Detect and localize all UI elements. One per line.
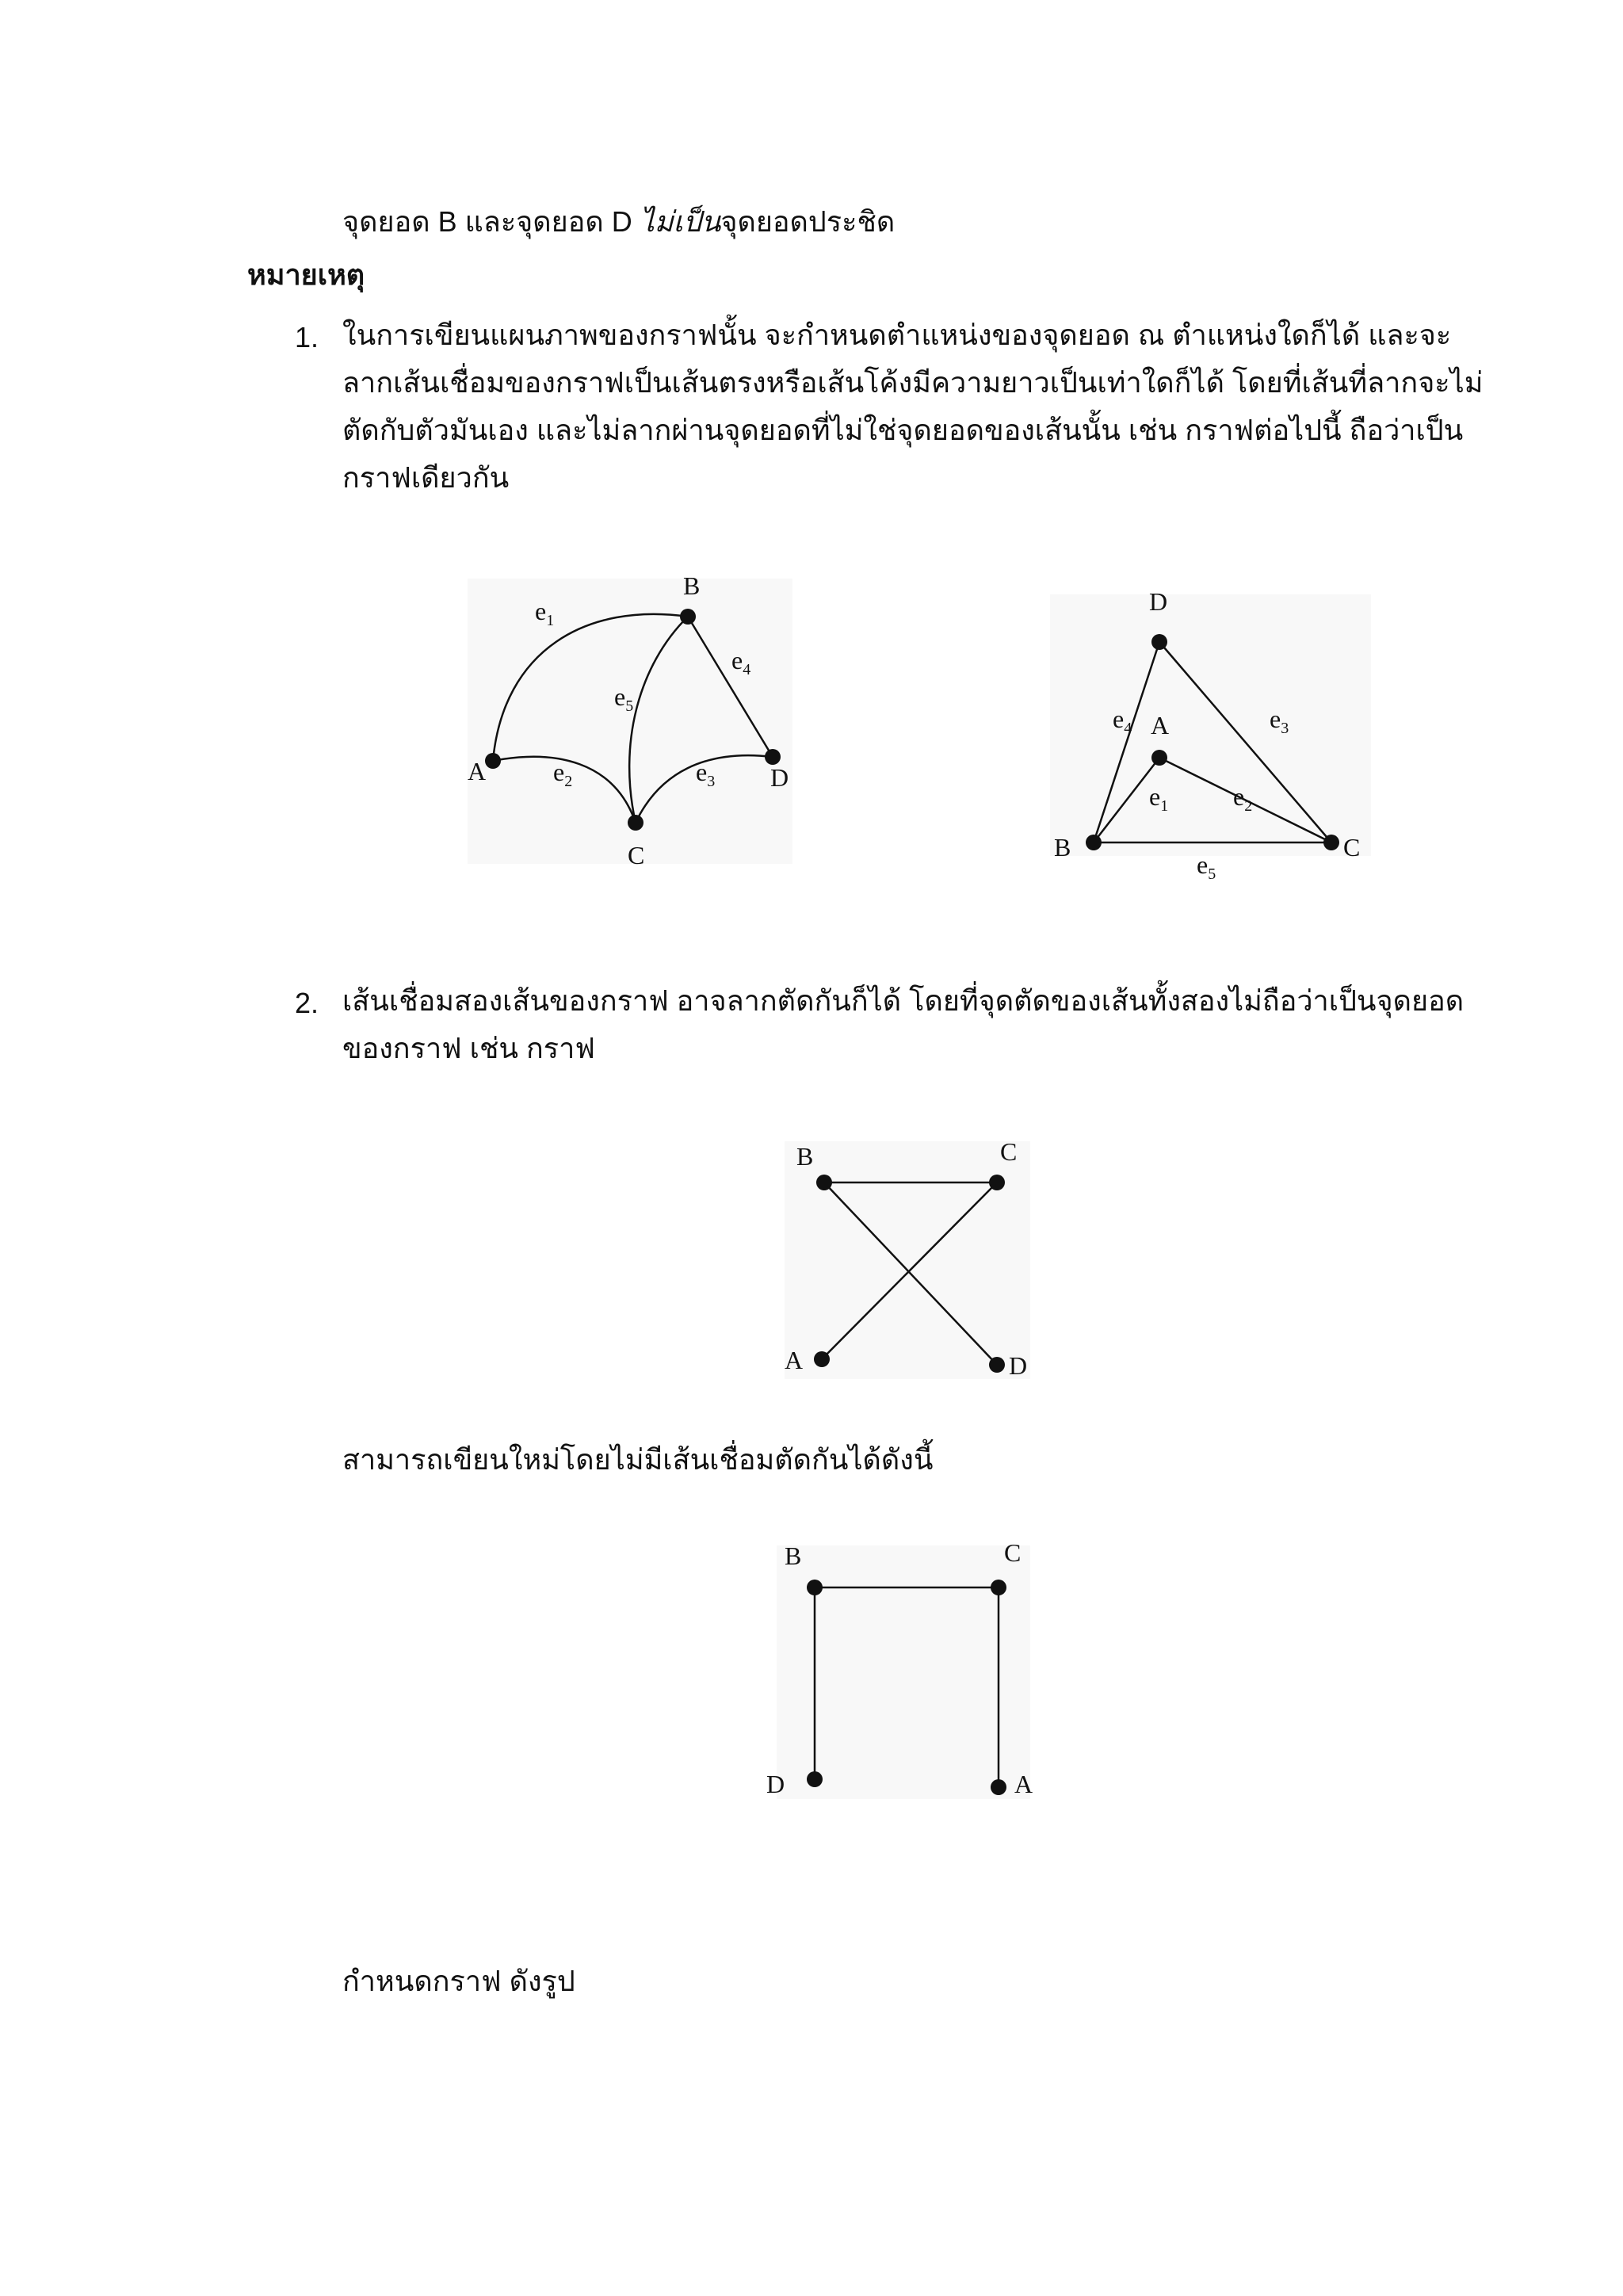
note-1-line: ในการเขียนแผนภาพของกราฟนั้น จะกำหนดตำแหน่งของจุดยอด ณ ตำแหน่งใดก็ได้ และจะ (342, 319, 1452, 351)
note-2-line: ของกราฟ เช่น กราฟ (342, 1032, 595, 1064)
note-paragraph-2 (342, 977, 1464, 1072)
note-1-line: ลากเส้นเชื่อมของกราฟเป็นเส้นตรงหรือเส้นโค้งมีความยาวเป็นเท่าใดก็ได้ โดยที่เส้นที่ลากจะไม่ (342, 366, 1484, 399)
vertex-label-c: C (1004, 1538, 1022, 1567)
intro-line (342, 204, 895, 239)
edge-label-e4: $e_4$ (1113, 705, 1132, 737)
vertex-b (680, 609, 696, 625)
intro-text: จุดยอด B และจุดยอด D (342, 205, 640, 238)
vertex-c (991, 1580, 1006, 1595)
vertex-label-a: A (1014, 1770, 1033, 1798)
vertex-label-a: A (785, 1346, 804, 1374)
vertex-a (485, 753, 501, 769)
edge-label-e2: $e_2$ (1233, 782, 1253, 815)
vertex-label-d: D (766, 1770, 785, 1798)
note-1-line: ตัดกับตัวมันเอง และไม่ลากผ่านจุดยอดที่ไม่ใช่จุดยอดของเส้นนั้น เช่น กราฟต่อไปนี้ ถือว่าเป็น (342, 414, 1464, 446)
vertex-d (807, 1771, 823, 1787)
redraw-caption: สามารถเขียนใหม่โดยไม่มีเส้นเชื่อมตัดกันได้ดังนี้ (342, 1443, 934, 1476)
vertex-d (989, 1357, 1005, 1373)
vertex-label-d: D (1009, 1351, 1028, 1380)
vertex-a (991, 1779, 1006, 1795)
vertex-c (628, 815, 643, 831)
vertex-c (1323, 835, 1339, 850)
vertex-c (989, 1175, 1005, 1190)
vertex-label-b: B (683, 571, 701, 600)
vertex-label-c: C (1343, 833, 1361, 861)
vertex-b (807, 1580, 823, 1595)
graph-figure-crossing (773, 1125, 1050, 1395)
vertex-a (814, 1351, 830, 1367)
edge-label-e1: $e_1$ (1149, 782, 1169, 815)
edge-label-e4: $e_4$ (731, 646, 751, 678)
vertex-label-a: A (1151, 711, 1170, 739)
vertex-label-c: C (628, 841, 645, 869)
vertex-label-d: D (770, 763, 789, 792)
vertex-b (816, 1175, 832, 1190)
graph-figure-curved (468, 571, 800, 876)
edge-label-e3: $e_3$ (1270, 705, 1289, 737)
graph-figure-triangle (1046, 579, 1379, 883)
intro-text-end: จุดยอดประชิด (720, 205, 896, 238)
graph-figure-redrawn (757, 1522, 1058, 1807)
edge-label-e5: $e_5$ (614, 682, 634, 715)
note-number-2: 2. (295, 987, 319, 1019)
note-paragraph-1 (342, 311, 1483, 502)
final-line: กำหนดกราฟ ดังรูป (342, 1965, 575, 1997)
vertex-label-d: D (1149, 587, 1168, 616)
note-number-1: 1. (295, 321, 319, 353)
vertex-d (765, 749, 781, 765)
vertex-label-a: A (468, 757, 487, 785)
figure-background (1050, 594, 1371, 856)
edge-label-e2: $e_2$ (553, 758, 573, 790)
vertex-a (1151, 750, 1167, 766)
vertex-d (1151, 634, 1167, 650)
vertex-b (1086, 835, 1102, 850)
edge-label-e1: $e_1$ (535, 597, 555, 629)
note-1-line: กราฟเดียวกัน (342, 461, 510, 494)
edge-label-e3: $e_3$ (696, 758, 716, 790)
vertex-label-b: B (785, 1541, 802, 1570)
edge-label-e5: $e_5$ (1197, 850, 1216, 883)
vertex-label-c: C (1000, 1137, 1018, 1166)
note-2-line: เส้นเชื่อมสองเส้นของกราฟ อาจลากตัดกันก็ได้ โดยที่จุดตัดของเส้นทั้งสองไม่ถือว่าเป็นจุดยอด (342, 984, 1465, 1017)
note-heading: หมายเหตุ (247, 258, 365, 291)
intro-emphasis: ไม่เป็น (640, 205, 721, 238)
vertex-label-b: B (1054, 833, 1071, 861)
vertex-label-b: B (796, 1142, 814, 1171)
